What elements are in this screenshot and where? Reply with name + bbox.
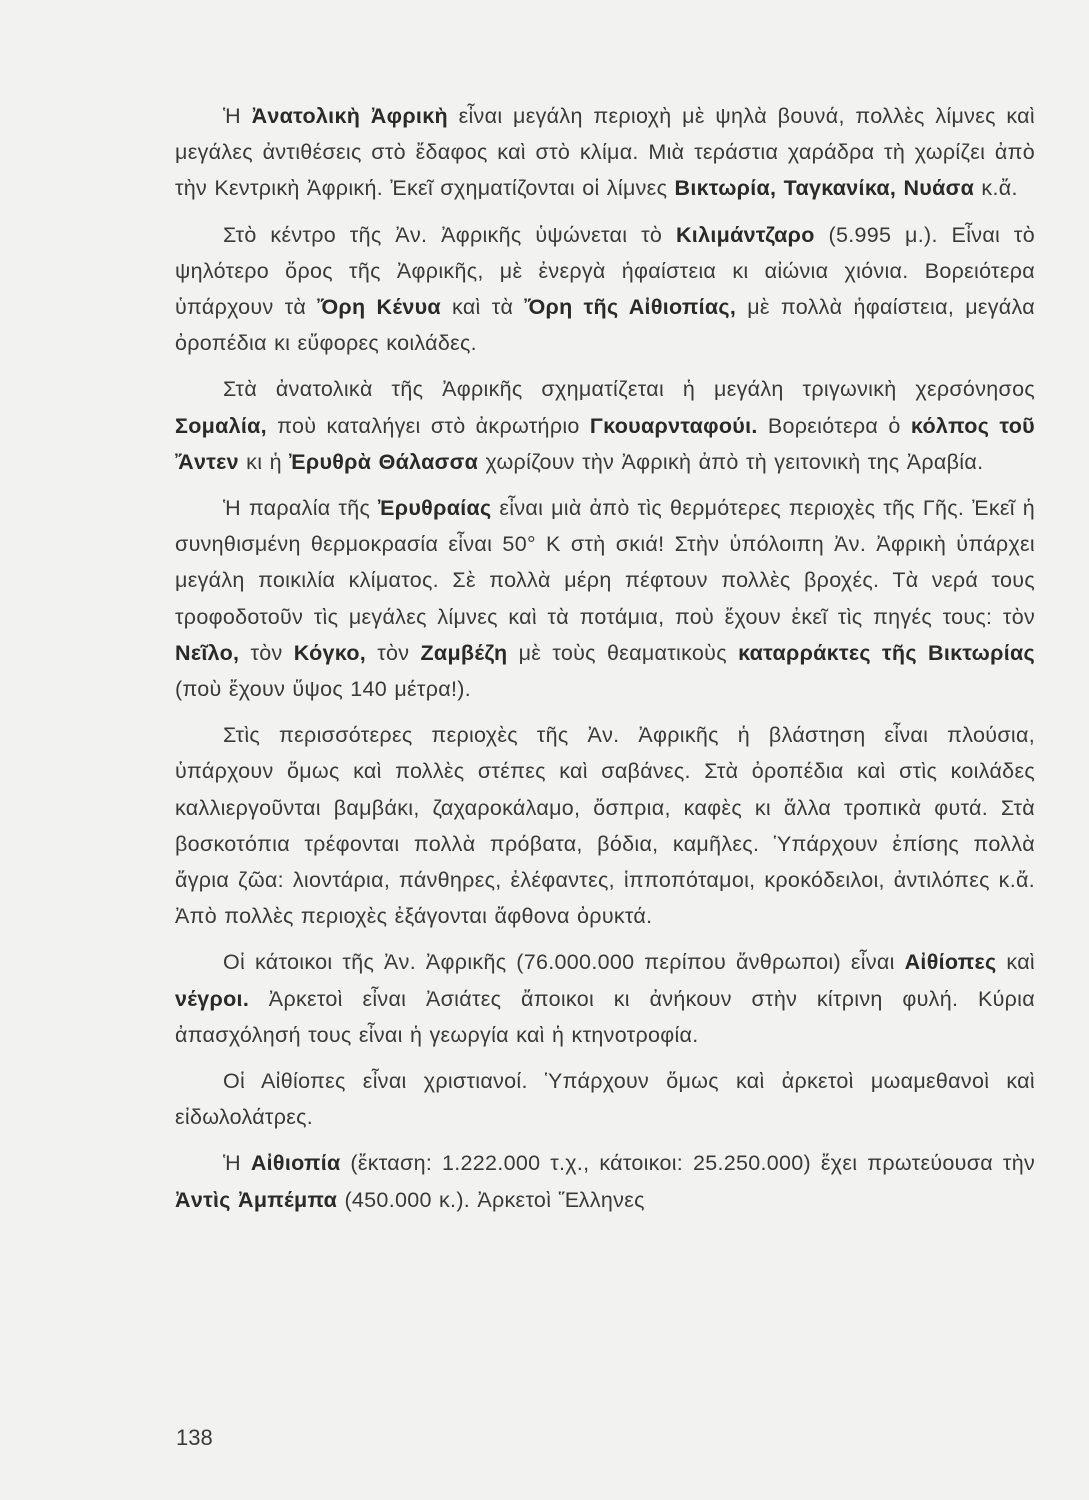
text-run: Ἡ [223, 104, 252, 128]
text-run: Στὸ κέντρο τῆς Ἀν. Ἀφρικῆς ὑψώνεται τὸ [223, 222, 676, 247]
page-body [175, 98, 1035, 1228]
text-run: μὲ τοὺς θεαματικοὺς [507, 640, 739, 665]
paragraph-religion [175, 1063, 1035, 1135]
bold-term: Σομαλία, [175, 413, 267, 438]
text-run: Στὰ ἀνατολικὰ τῆς Ἀφρικῆς σχηματίζεται ἡ μεγάλη τριγωνικὴ χερσόνησος [223, 377, 1035, 402]
text-run: κι ἡ [238, 449, 290, 474]
text-run: Ἡ [223, 1151, 251, 1176]
paragraph-kilimanjaro [175, 217, 1035, 362]
bold-term: Βικτωρία, Ταγκανίκα, Νυάσα [674, 176, 975, 201]
paragraph-ethiopia [175, 1145, 1035, 1217]
paragraph-east-africa-intro [175, 98, 1035, 207]
text-run: (ποὺ ἔχουν ὕψος 140 μέτρα!). [175, 677, 471, 702]
text-run: (450.000 κ.). Ἀρκετοὶ Ἕλληνες [337, 1187, 645, 1212]
text-run: Βορειότερα ὁ [757, 413, 911, 438]
text-run: Ἀρκετοὶ εἶναι Ἀσιάτες ἄποικοι κι ἀνήκουν στὴν κίτρινη φυλή. Κύρια ἀπασχόλησή τους εἶναι ἡ γεωργία καὶ ἡ κτηνοτροφία. [175, 986, 1035, 1047]
text-run: Οἱ Αἰθίοπες εἶναι χριστιανοί. Ὑπάρχουν ὅμως καὶ ἀρκετοὶ μωαμεθανοὶ καὶ εἰδωλολάτρες. [175, 1069, 1035, 1130]
text-run: καὶ τὰ [440, 295, 525, 320]
bold-term: Ἐρυθρὰ Θάλασσα [289, 449, 479, 474]
bold-term: Γκουαρνταφούι. [589, 413, 758, 438]
text-run: Οἱ κάτοικοι τῆς Ἀν. Ἀφρικῆς (76.000.000 περίπου ἄνθρωποι) εἶναι [223, 950, 905, 975]
bold-term: Αἰθίοπες [904, 950, 997, 975]
paragraph-inhabitants [175, 944, 1035, 1053]
text-run: Ἡ παραλία τῆς [223, 496, 379, 521]
text-run: εἶναι μεγάλη περιοχὴ μὲ ψηλὰ βουνά, πολλὲς λίμνες καὶ μεγάλες ἀντιθέσεις στὸ ἔδαφος καὶ στὸ κλίμα. Μιὰ τεράστια χαράδρα τὴ χωρίζει ἀπὸ τὴν Κεντρικὴ Ἀφρική. Ἐκεῖ σχηματίζονται οἱ λίμνες [175, 104, 1035, 201]
bold-term: νέγροι. [175, 986, 250, 1011]
text-run: τὸν [366, 640, 421, 665]
paragraph-vegetation [175, 717, 1035, 934]
bold-term: κόλπος τοῦ Ἄντεν [175, 413, 1035, 474]
bold-term: Ἀνατολικὴ Ἀφρικὴ [251, 104, 448, 128]
paragraph-somalia [175, 371, 1035, 480]
bold-term: Ὄρη Κένυα [317, 295, 441, 320]
page-number: 138 [176, 1425, 213, 1450]
text-run: ποὺ καταλήγει στὸ ἀκρωτήριο [266, 413, 590, 438]
bold-term: Ἀντὶς Ἀμπέμπα [175, 1187, 338, 1212]
text-run: χωρίζουν τὴν Ἀφρικὴ ἀπὸ τὴ γειτονικὴ της Ἀραβία. [478, 449, 984, 474]
bold-term: καταρράκτες τῆς Βικτωρίας [738, 640, 1036, 665]
bold-term: Αἰθιοπία [250, 1151, 341, 1176]
text-run: κ.ἄ. [974, 176, 1018, 201]
text-run: τὸν [239, 640, 294, 665]
bold-term: Ὄρη τῆς Αἰθιοπίας, [524, 295, 737, 320]
bold-term: Κιλιμάντζαρο [675, 222, 815, 247]
text-run: εἶναι μιὰ ἀπὸ τὶς θερμότερες περιοχὲς τῆς Γῆς. Ἐκεῖ ἡ συνηθισμένη θερμοκρασία εἶναι 50° Κ στὴ σκιά! Στὴν ὑπόλοιπη Ἀν. Ἀφρικὴ ὑπάρχει μεγάλη ποικιλία κλίματος. Σὲ πολλὰ μέρη πέφτουν πολλὲς βροχές. Τὰ νερά τους τροφοδοτοῦν τὶς μεγάλες λίμνες καὶ τὰ ποτάμια, ποὺ ἔχουν ἐκεῖ τὶς πηγές τους: τὸν [175, 496, 1035, 629]
bold-term: Νεῖλο, [175, 640, 240, 665]
text-run: μὲ πολλὰ ἡφαίστεια, μεγάλα ὀροπέδια κι εὔφορες κοιλάδες. [175, 295, 1035, 356]
text-run: καὶ [996, 950, 1035, 975]
text-run: Στὶς περισσότερες περιοχὲς τῆς Ἀν. Ἀφρικῆς ἡ βλάστηση εἶναι πλούσια, ὑπάρχουν ὅμως καὶ πολλὲς στέπες καὶ σαβάνες. Στὰ ὀροπέδια καὶ στὶς κοιλάδες καλλιεργοῦνται βαμβάκι, ζαχαροκάλαμο, ὄσπρια, καφὲς κι ἄλλα τροπικὰ φυτά. Στὰ βοσκοτόπια τρέφονται πολλὰ πρόβατα, βόδια, καμῆλες. Ὑπάρχουν ἐπίσης πολλὰ ἄγρια ζῶα: λιοντάρια, πάνθηρες, ἐλέφαντες, ἱπποπόταμοι, κροκόδειλοι, ἀντιλόπες κ.ἄ. Ἀπὸ πολλὲς περιοχὲς ἐξάγονται ἄφθονα ὀρυκτά. [175, 723, 1035, 929]
bold-term: Ἐρυθραίας [378, 496, 492, 521]
text-run: (5.995 μ.). Εἶναι τὸ ψηλότερο ὄρος τῆς Ἀφρικῆς, μὲ ἐνεργὰ ἡφαίστεια κι αἰώνια χιόνια. Βορειότερα ὑπάρχουν τὰ [175, 222, 1035, 320]
text-run: (ἔκταση: 1.222.000 τ.χ., κάτοικοι: 25.250.000) ἔχει πρωτεύουσα τὴν [340, 1151, 1036, 1176]
bold-term: Κόγκο, [293, 640, 367, 665]
paragraph-eritrea-climate [175, 490, 1035, 707]
bold-term: Ζαμβέζη [420, 640, 508, 665]
